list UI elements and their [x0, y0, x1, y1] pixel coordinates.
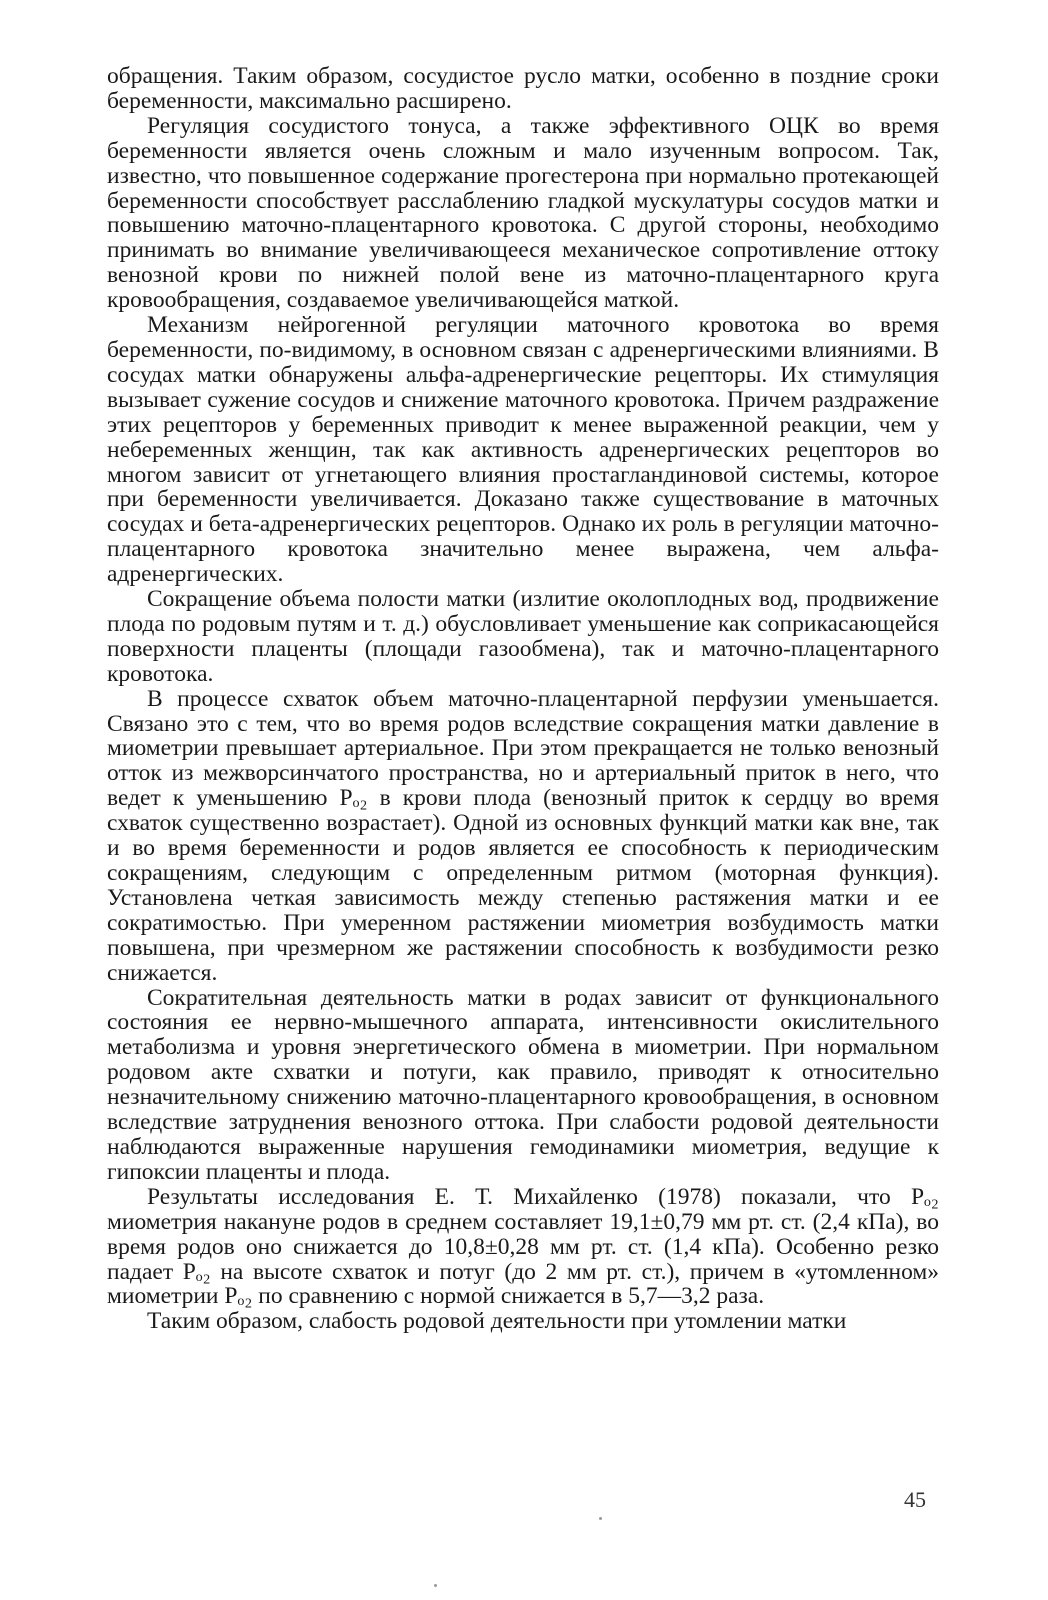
paragraph-2: Регуляция сосудистого тонуса, а также эффективного ОЦК во время беременности является очень сложным и мало изученным вопросом. Так, известно, что повышенное содержание прогестерона при нормально протекающей беременности способствует расслаблению гладкой мускулатуры сосудов матки и повышению маточно-плацентарного кровотока. С другой стороны, необходимо принимать во внимание увеличивающееся механическое сопротивление оттоку венозной крови по нижней полой вене из маточно-плацентарного круга кровообращения, создаваемое увеличивающейся маткой.: [107, 112, 939, 314]
paragraph-6: Сократительная деятельность матки в родах зависит от функционального состояния ее нервно-мышечного аппарата, интенсивности окислительного метаболизма и уровня энергетического обмена в миометрии. При нормальном родовом акте схватки и потуги, как правило, приводят к относительно незначительному снижению маточно-плацентарного кровообращения, в основном вследствие затруднения венозного оттока. При слабости родовой деятельности наблюдаются выраженные нарушения гемодинамики миометрия, ведущие к гипоксии плаценты и плода.: [107, 984, 939, 1185]
page-text-block: [107, 64, 939, 1334]
scan-speck: [434, 1584, 437, 1587]
paragraph-7: Результаты исследования Е. Т. Михайленко (1978) показали, что Pₒ₂ миометрия накануне родов в среднем составляет 19,1±0,79 мм рт. ст. (2,4 кПа), во время родов оно снижается до 10,8±0,28 мм рт. ст. (1,4 кПа). Особенно резко падает Pₒ₂ на высоте схваток и потуг (до 2 мм рт. ст.), причем в «утомленном» миометрии Pₒ₂ по сравнению с нормой снижается в 5,7—3,2 раза.: [107, 1183, 939, 1310]
paragraph-3: Механизм нейрогенной регуляции маточного кровотока во время беременности, по-видимому, в основном связан с адренергическими влияниями. В сосудах матки обнаружены альфа-адренергические рецепторы. Их стимуляция вызывает сужение сосудов и снижение маточного кровотока. Причем раздражение этих рецепторов у беременных приводит к менее выраженной реакции, чем у небеременных женщин, так как активность адренергических рецепторов во многом зависит от угнетающего влияния простагландиновой системы, которое при беременности увеличивается. Доказано также существование в маточных сосудах и бета-адренергических рецепторов. Однако их роль в регуляции маточно-плацентарного кровотока значительно менее выражена, чем альфа-адренергических.: [107, 312, 939, 588]
scan-speck: [599, 1517, 602, 1520]
page-number: 45: [904, 1487, 926, 1512]
paragraph-1: обращения. Таким образом, сосудистое русло матки, особенно в поздние сроки беременности, максимально расширено.: [107, 63, 939, 114]
paragraph-8: Таким образом, слабость родовой деятельности при утомлении матки: [147, 1308, 847, 1335]
paragraph-4: Сокращение объема полости матки (излитие околоплодных вод, продвижение плода по родовым путям и т. д.) обусловливает уменьшение как соприкасающейся поверхности плаценты (площади газообмена), так и маточно-плацентарного кровотока.: [107, 586, 939, 687]
paragraph-5: В процессе схваток объем маточно-плацентарной перфузии уменьшается. Связано это с тем, что во время родов вследствие сокращения матки давление в миометрии превышает артериальное. При этом прекращается не только венозный отток из межворсинчатого пространства, но и артериальный приток в него, что ведет к уменьшению Pₒ₂ в крови плода (венозный приток к сердцу во время схваток существенно возрастает). Одной из основных функций матки как вне, так и во время беременности и родов является ее способность к периодическим сокращениям, следующим с определенным ритмом (моторная функция). Установлена четкая зависимость между степенью растяжения матки и ее сократимостью. При умеренном растяжении миометрия возбудимость матки повышена, при чрезмерном же растяжении способность к возбудимости резко снижается.: [107, 685, 939, 986]
